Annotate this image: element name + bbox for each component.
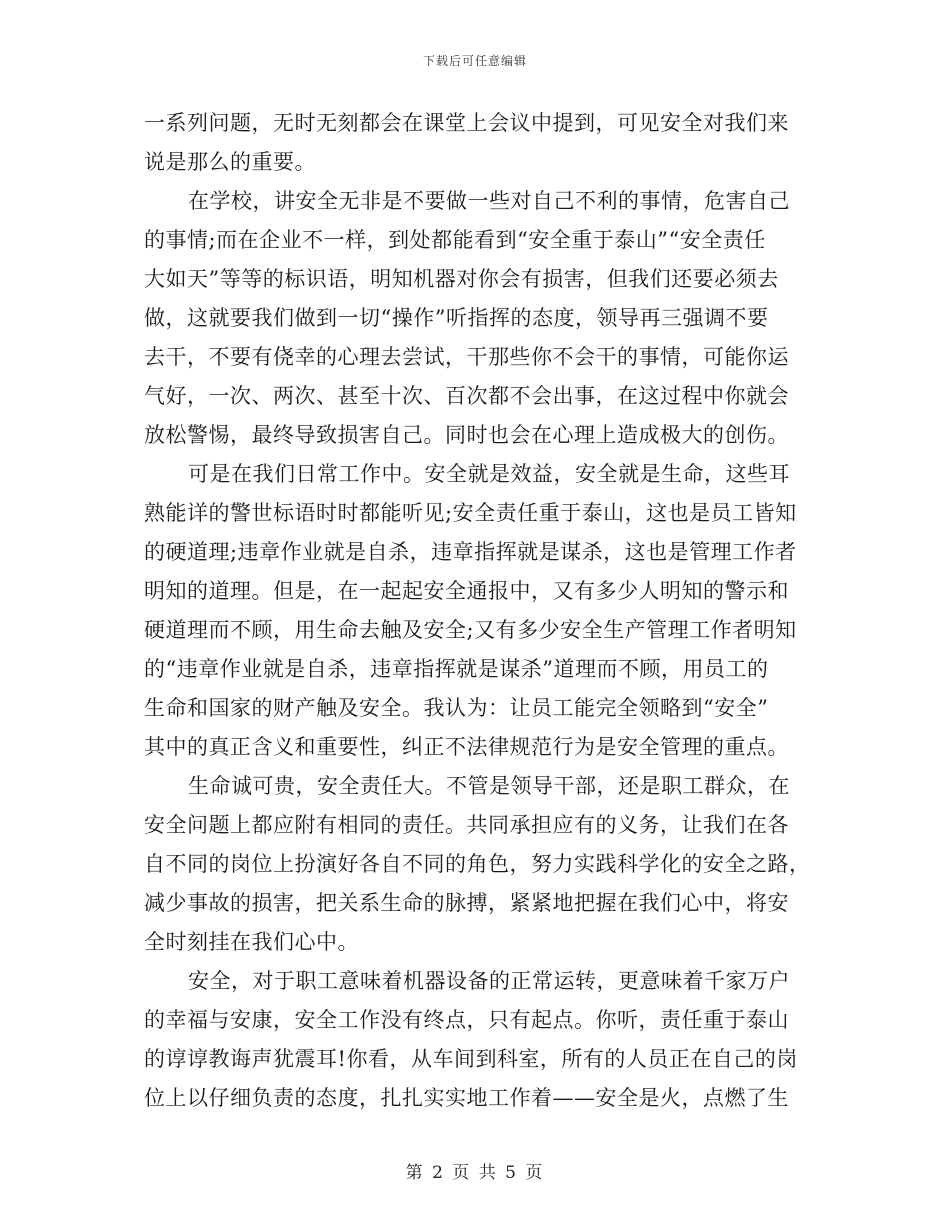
text-line: 气好，一次、两次、甚至十次、百次都不会出事，在这过程中你就会 [144,384,789,408]
text-line: 其中的真正含义和重要性，纠正不法律规范行为是安全管理的重点。 [144,735,789,759]
text-line: 明知的道理。但是，在一起起安全通报中，又有多少人明知的警示和 [144,579,789,603]
text-line: 的谆谆教诲声犹震耳!你看，从车间到科室，所有的人员正在自己的岗 [144,1047,798,1071]
text-line: 安全问题上都应附有相同的责任。共同承担应有的义务，让我们在各 [144,813,789,837]
paragraph-start-line: 在学校，讲安全无非是不要做一些对自己不利的事情，危害自己 [188,189,790,213]
text-line: 一系列问题，无时无刻都会在课堂上会议中提到，可见安全对我们来 [144,111,789,135]
text-line: 熟能详的警世标语时时都能听见;安全责任重于泰山，这也是员工皆知 [144,501,797,525]
text-line: 硬道理而不顾，用生命去触及安全;又有多少安全生产管理工作者明知 [144,618,797,642]
paragraph-start-line: 生命诚可贵，安全责任大。不管是领导干部，还是职工群众，在 [188,774,790,798]
text-line: 减少事故的损害，把关系生命的脉搏，紧紧地把握在我们心中，将安 [144,891,789,915]
text-line: 位上以仔细负责的态度，扎扎实实地工作着——安全是火，点燃了生 [144,1086,789,1110]
text-line: 去干，不要有侥幸的心理去尝试，干那些你不会干的事情，可能你运 [144,345,789,369]
text-line: 自不同的岗位上扮演好各自不同的角色，努力实践科学化的安全之路， [144,852,811,876]
text-line: 生命和国家的财产触及安全。我认为：让员工能完全领略到“安全” [144,696,769,720]
text-line: 全时刻挂在我们心中。 [144,930,359,954]
text-line: 放松警惕，最终导致损害自己。同时也会在心理上造成极大的创伤。 [144,423,789,447]
body-text [144,104,811,1118]
text-line: 大如天”等等的标识语，明知机器对你会有损害，但我们还要必须去 [144,267,779,291]
text-line: 的“违章作业就是自杀，违章指挥就是谋杀”道理而不顾，用员工的 [144,657,769,681]
page-header: 下载后可任意编辑 [422,54,527,68]
paragraph-start-line: 可是在我们日常工作中。安全就是效益，安全就是生命，这些耳 [188,462,790,486]
text-line: 的幸福与安康，安全工作没有终点，只有起点。你听，责任重于泰山 [144,1008,789,1032]
text-line: 说是那么的重要。 [144,150,316,174]
text-line: 做，这就要我们做到一切“操作”听指挥的态度，领导再三强调不要 [144,306,769,330]
paragraph-start-line: 安全，对于职工意味着机器设备的正常运转，更意味着千家万户 [188,969,790,993]
text-line: 的事情;而在企业不一样，到处都能看到“安全重于泰山”“安全责任 [144,228,766,252]
page-footer: 第 2 页 共 5 页 [405,1163,545,1183]
text-line: 的硬道理;违章作业就是自杀，违章指挥就是谋杀，这也是管理工作者 [144,540,797,564]
